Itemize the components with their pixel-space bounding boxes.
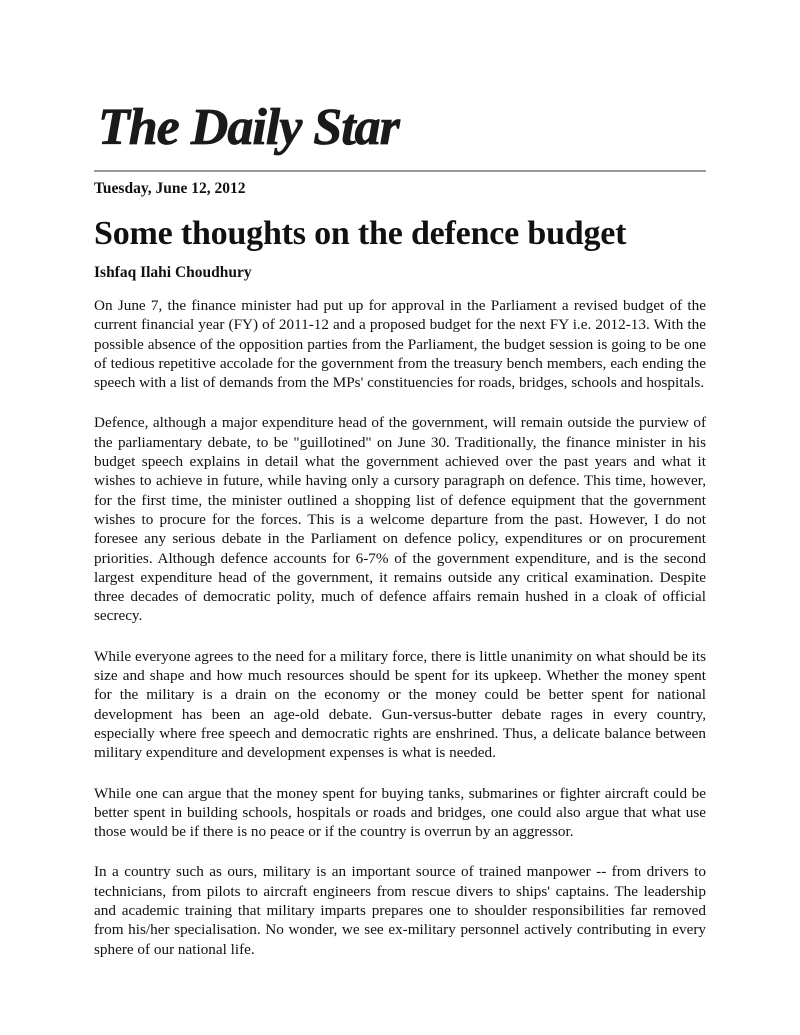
article-date: Tuesday, June 12, 2012: [94, 180, 246, 197]
article-paragraph: In a country such as ours, military is an important source of trained manpower -- from drivers to technicians, from pilots to aircraft engineers from rescue divers to ships' captains. The leadership and academic training that military imparts prepares one to shoulder responsibilities far removed from his/her specialisation. No wonder, we see ex-military personnel actively contributing in every sphere of our national life.: [94, 863, 706, 958]
masthead-divider: [94, 170, 706, 172]
article-paragraph: On June 7, the finance minister had put up for approval in the Parliament a revised budget of the current financial year (FY) of 2011-12 and a proposed budget for the next FY i.e. 2012-13. With the possible absence of the opposition parties from the Parliament, the budget session is going to be one of tedious repetitive accolade for the government from the treasury bench members, each ending the speech with a list of demands from the MPs' constituencies for roads, bridges, schools and hospitals.: [94, 297, 706, 392]
newspaper-logo: [94, 92, 706, 164]
article-paragraph: Defence, although a major expenditure head of the government, will remain outside the purview of the parliamentary debate, to be "guillotined" on June 30. Traditionally, the finance minister in his budget speech explains in detail what the government achieved over the past years and what it wishes to achieve in future, while having only a cursory paragraph on defence. This time, however, for the first time, the minister outlined a shopping list of defence equipment that the government wishes to procure for the forces. This is a welcome departure from the past. However, I do not foresee any serious debate in the Parliament on defence policy, expenditures or on procurement priorities. Although defence accounts for 6-7% of the government expenditure, and is the second largest expenditure head of the government, it remains outside any critical examination. Despite three decades of democratic polity, much of defence affairs remain hushed in a cloak of official secrecy.: [94, 414, 706, 625]
svg-text:The Daily Star: The Daily Star: [98, 99, 399, 156]
article-paragraph: While everyone agrees to the need for a military force, there is little unanimity on what should be its size and shape and how much resources should be spent for its upkeep. Whether the money spent for the military is a drain on the economy or the money could be better spent for national development has been an age-old debate. Gun-versus-butter debate rages in every country, especially where free speech and democratic rights are enshrined. Thus, a delicate balance between military expenditure and development expenses is what is needed.: [94, 647, 706, 762]
article-author: Ishfaq Ilahi Choudhury: [94, 264, 252, 281]
article-title: Some thoughts on the defence budget: [94, 215, 627, 252]
article-paragraph: While one can argue that the money spent for buying tanks, submarines or fighter aircraft could be better spent in building schools, hospitals or roads and bridges, one could also argue that what use those would be if there is no peace or if the country is overrun by an aggressor.: [94, 784, 706, 841]
article-body: [94, 296, 706, 980]
